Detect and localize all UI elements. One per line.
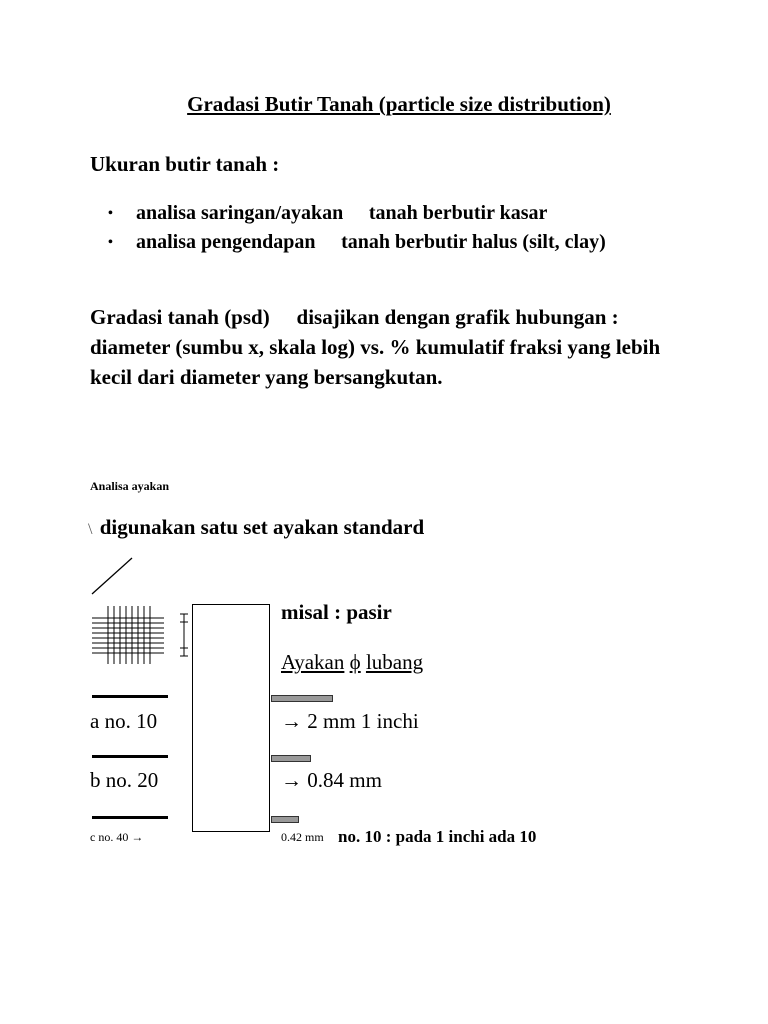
sieve-opening-bar-c [271, 816, 299, 823]
sieve-bar-a [92, 695, 168, 698]
diagonal-line [92, 558, 132, 594]
bullet-dot: • [108, 206, 113, 221]
sieve-bar-c [92, 816, 168, 819]
sieve-opening-bar-b [271, 755, 311, 762]
sieve-size-a: → 2 mm 1 inchi [281, 709, 419, 733]
sieve-intro [88, 515, 424, 540]
page-title: Gradasi Butir Tanah (particle size distribution) [187, 92, 611, 116]
sieve-size-c: 0.42 mm [281, 830, 324, 844]
sieve-mesh-diagram [88, 556, 198, 666]
dimension-marker [180, 614, 188, 656]
glyph-mark: \ [88, 521, 93, 538]
mesh-note: no. 10 : pada 1 inchi ada 10 [338, 827, 537, 846]
sieve-stack-box [192, 604, 270, 832]
lubang-word: lubang [365, 650, 424, 674]
description-paragraph: Gradasi tanah (psd) disajikan dengan grafik hubungan : diameter (sumbu x, skala log) vs. % kumulatif fraksi yang lebih kecil dari diameter yang bersangkutan. [90, 305, 661, 389]
ayakan-heading [281, 650, 423, 675]
list-item [108, 228, 696, 257]
list-item [108, 199, 696, 228]
sieve-opening-bar-a [271, 695, 333, 702]
section-heading: Analisa ayakan [90, 479, 170, 493]
example-label: misal : pasir [281, 600, 392, 624]
sieve-label-c: c no. 40 → [90, 830, 144, 844]
section-subtitle: Ukuran butir tanah : [90, 152, 280, 176]
sieve-size-b: → 0.84 mm [281, 768, 382, 792]
list-item-text: analisa pengendapan tanah berbutir halus (silt, clay) [136, 231, 586, 253]
sieve-label-b: b no. 20 [90, 768, 159, 792]
list-item-text: analisa saringan/ayakan tanah berbutir kasar [136, 202, 527, 224]
bullet-dot: • [108, 235, 113, 250]
phi-symbol: ϕ [349, 650, 361, 674]
mesh-grid [92, 606, 164, 664]
ayakan-word: Ayakan [281, 650, 345, 674]
sieve-intro-text: digunakan satu set ayakan standard [99, 515, 425, 539]
sieve-bar-b [92, 755, 168, 758]
sieve-label-a: a no. 10 [90, 709, 158, 733]
bullet-list [108, 199, 696, 257]
